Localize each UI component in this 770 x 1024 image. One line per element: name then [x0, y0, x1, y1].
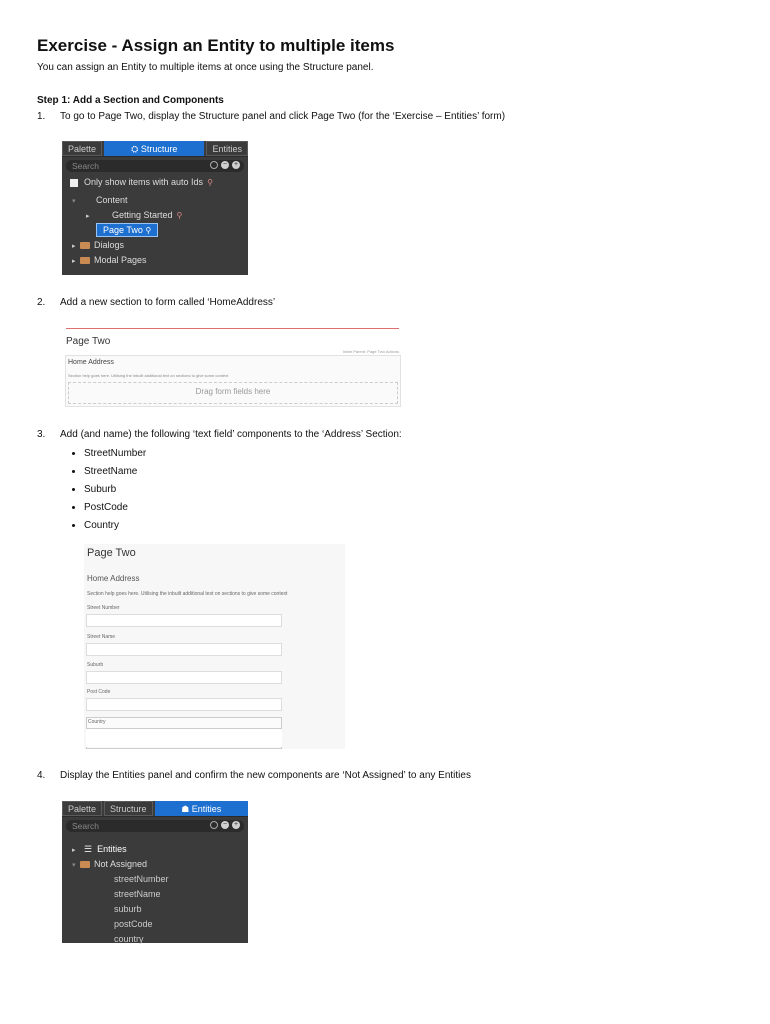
tree-item-dialogs[interactable] [62, 238, 248, 253]
tree-item-entities[interactable] [62, 842, 248, 857]
section-screenshot [63, 325, 403, 409]
tree-item-not-assigned[interactable] [62, 857, 248, 872]
search-input[interactable] [66, 820, 244, 832]
tab-structure[interactable]: ⛭ Structure [104, 141, 204, 156]
tree-item-modal-pages[interactable] [62, 253, 248, 268]
folder-icon [80, 242, 90, 249]
step-1-text: To go to Page Two, display the Structure panel and click Page Two (for the ‘Exercise – Entities’ form) [60, 111, 506, 122]
folder-icon [80, 257, 90, 264]
tree-item-label: Dialogs [94, 240, 125, 250]
form-screenshot [84, 544, 345, 749]
tree-item-country[interactable]: country [114, 934, 144, 944]
entities-icon: ☗ [181, 804, 192, 814]
tree-item-getting-started[interactable] [62, 208, 248, 223]
list-item: • StreetName [84, 463, 146, 481]
tree-item-label-selected: Page Two ⚲ [96, 223, 158, 237]
search-input[interactable] [66, 160, 244, 172]
caret-right-icon[interactable]: ▸ [72, 847, 76, 854]
suburb-input[interactable] [86, 671, 282, 684]
section-help-text: Section help goes here. Utilising the inbuilt additional text on sections to give some context [68, 373, 229, 378]
section-title: Home Address [68, 359, 114, 366]
section-divider [66, 328, 399, 329]
checkbox-label: Only show items with auto Ids [84, 177, 204, 187]
field-label: Street Number [87, 605, 120, 611]
drop-zone-text: Drag form fields here [195, 387, 271, 396]
section-container [65, 355, 401, 407]
caret-right-icon[interactable]: ▸ [86, 213, 90, 220]
tab-structure[interactable]: Structure [104, 801, 153, 816]
link-icon: ⚲ [207, 178, 213, 187]
list-item: • Suburb [84, 481, 146, 499]
page-actions-text: Inline Parent: Page Two Actions [342, 349, 399, 354]
post-code-input[interactable] [86, 698, 282, 711]
field-label: Street Name [87, 634, 116, 640]
step-3-number: 3. [37, 429, 46, 440]
collapse-all-icon[interactable]: − [222, 161, 228, 168]
page-title: Exercise - Assign an Entity to multiple items [37, 36, 395, 55]
tree-item-label: Modal Pages [94, 255, 147, 265]
panel-tabs [62, 141, 248, 157]
tab-palette[interactable]: Palette [62, 141, 102, 156]
folder-icon [80, 861, 90, 868]
tree-item-label: Getting Started [112, 210, 173, 220]
list-item: • Country [84, 517, 146, 535]
collapse-all-icon[interactable]: − [222, 821, 228, 828]
auto-ids-checkbox-row[interactable] [62, 175, 248, 190]
database-icon: ☰ [84, 844, 93, 854]
clear-search-icon[interactable] [210, 821, 218, 829]
tree-item-content[interactable] [62, 193, 248, 208]
field-label: Suburb [87, 662, 104, 668]
caret-down-icon[interactable]: ▾ [72, 198, 76, 205]
caret-down-icon[interactable]: ▾ [72, 862, 76, 869]
link-icon: ⚲ [145, 226, 152, 235]
tree-item-label: Content [96, 195, 128, 205]
step-3-text: Add (and name) the following ‘text field’ components to the ‘Address’ Section: [60, 429, 402, 440]
tab-entities[interactable]: Entities [206, 141, 248, 156]
drop-zone[interactable] [68, 382, 398, 404]
step1-heading: Step 1: Add a Section and Components [37, 95, 224, 106]
clear-search-icon[interactable] [210, 161, 218, 169]
street-number-input[interactable] [86, 614, 282, 627]
tree-item-street-number[interactable]: streetNumber [114, 874, 169, 884]
tree-item-label: Entities [97, 844, 127, 854]
tree-item-post-code[interactable]: postCode [114, 919, 153, 929]
form-page-heading: Page Two [87, 547, 136, 559]
step-4-text: Display the Entities panel and confirm the new components are ‘Not Assigned’ to any Entities [60, 770, 471, 781]
intro-text: You can assign an Entity to multiple items at once using the Structure panel. [37, 62, 374, 73]
structure-panel [62, 141, 248, 275]
caret-right-icon[interactable]: ▸ [72, 258, 76, 265]
field-label: Country [88, 719, 106, 725]
tree-item-street-name[interactable]: streetName [114, 889, 161, 899]
step-2-text: Add a new section to form called ‘HomeAddress’ [60, 297, 276, 308]
tab-palette[interactable]: Palette [62, 801, 102, 816]
step-1-number: 1. [37, 111, 46, 122]
search-placeholder: Search [72, 161, 99, 171]
step-2-number: 2. [37, 297, 46, 308]
list-item: • StreetNumber [84, 445, 146, 463]
tree-item-suburb[interactable]: suburb [114, 904, 142, 914]
link-icon: ⚲ [176, 211, 183, 220]
search-placeholder: Search [72, 821, 99, 831]
component-list [50, 445, 146, 535]
list-item: • PostCode [84, 499, 146, 517]
street-name-input[interactable] [86, 643, 282, 656]
tree-item-page-two[interactable] [62, 223, 248, 238]
country-field-container [86, 717, 282, 749]
form-section-title: Home Address [87, 574, 140, 583]
entities-panel [62, 801, 248, 943]
checkbox-icon[interactable] [70, 179, 78, 187]
form-help-text: Section help goes here. Utilising the inbuilt additional text on sections to give some context [87, 591, 288, 597]
step-4-number: 4. [37, 770, 46, 781]
tree-item-label: Not Assigned [94, 859, 148, 869]
expand-all-icon[interactable]: + [233, 161, 239, 168]
country-input[interactable] [86, 728, 282, 747]
structure-icon: ⛭ [131, 144, 141, 154]
caret-right-icon[interactable]: ▸ [72, 243, 76, 250]
field-label: Post Code [87, 689, 111, 695]
page-heading: Page Two [66, 336, 111, 347]
panel-tabs [62, 801, 248, 817]
tab-entities[interactable]: ☗ Entities [155, 801, 248, 816]
expand-all-icon[interactable]: + [233, 821, 239, 828]
